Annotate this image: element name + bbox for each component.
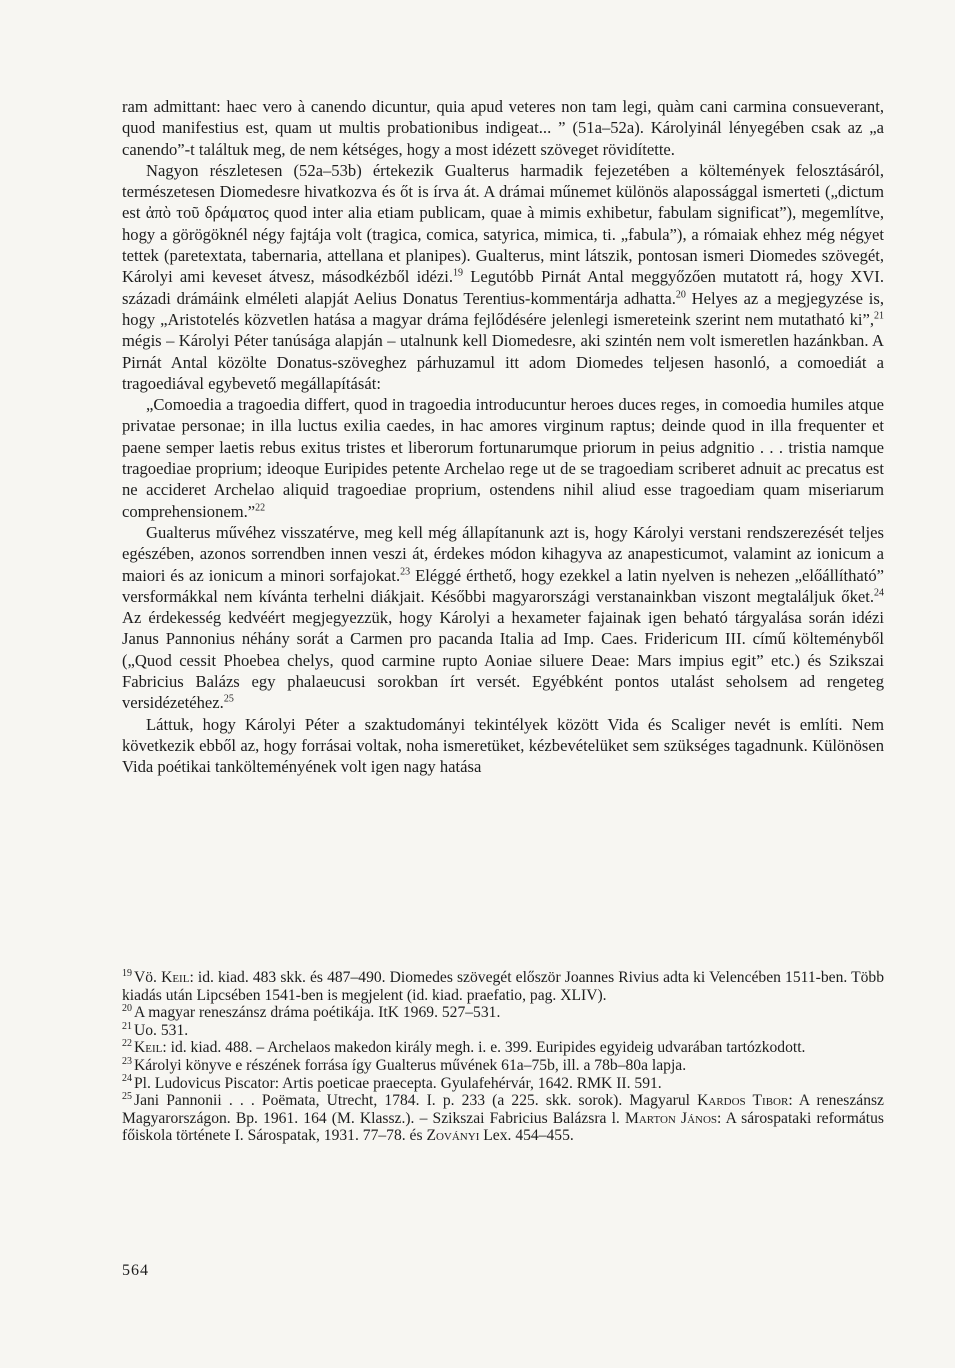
text-run: A magyar reneszánsz dráma poétikája. ItK 1969. 527–531. (134, 1004, 501, 1022)
footnote-ref: 19 (453, 267, 464, 279)
author-name: Keil (161, 969, 190, 986)
text-run: Uo. 531. (134, 1021, 189, 1039)
text-run: Láttuk, hogy Károlyi Péter a szaktudományi tekintélyek között Vida és Scaliger nevét is említi. Nem következik ebből az, hogy forrásai voltak, noha ismeretüket, kézbevételüket sem szükséges tagadnunk. Különösen Vida poétikai tankölteményének volt igen nagy hatása (122, 714, 884, 777)
text-run: sorfajokat. (324, 565, 401, 585)
footnote-23 (122, 1057, 884, 1075)
text-run: című költeményből („Quod cessit Phoebea chelys, quod carmine rupto Aoniae siluere Deae: Mars impius egit” etc.) és Szikszai Fabricius Balázs egy phalaeucusi sorokban írt versét. Egyébként pontos utalást seholsem ad rengeteg versidézetéhez. (122, 629, 884, 713)
paragraph-2 (122, 160, 884, 394)
footnote-ref: 23 (400, 566, 411, 577)
footnote-number: 22 (122, 1038, 132, 1050)
author-name: Kardos Tibor (697, 1092, 789, 1110)
text-run: Vö. (134, 969, 162, 986)
text-run: Helyes az a megjegyzése is, hogy „Aristotelés közvetlen hatása a magyar dráma fejlődésére jelenlegi ismereteink szerint nem mutatható ki”, (122, 288, 884, 329)
text-run: Károlyi könyve e részének forrása így Gualterus művének 61a–75b, ill. a 78b–80a lapja. (134, 1056, 687, 1074)
footnote-ref: 22 (255, 502, 266, 514)
text-run: quod inter alia etiam publicam, quae à mimis exhibetur, fabulam significat”), megemlítve, hogy a görögöknél négy fajtája volt (tragica, comica, satyrica, mimica, ti. „fabula”), a rómaiak ehhez még négyet tettek (paretextata, tabernaria, attellana et planipes). Gualterus, mint látszik, pontosan ismeri Diomedes szövegét, Károlyi ami keveset átvesz, másodkézből idézi. (122, 203, 884, 287)
text-run: : A reneszánsz Magyarországon. Bp. 1961. 164 (M. Klassz.). – Szikszai Fabricius Balázsra l. (122, 1092, 884, 1127)
italic-text: ἀπὸ τοῦ δράματος (145, 203, 269, 223)
page-number: 564 (122, 1262, 149, 1279)
footnote-number: 24 (122, 1073, 132, 1085)
text-run: ram admittant: haec vero à canendo dicuntur, quia apud veteres non tam legi, quàm cani carmina consueverant, quod manifestius est, quam ut multis probationibus indigeat... ” (51a–52a). Károlyinál lényegében csak az „a canendo”-t találtuk meg, de nem kétséges, hogy a most idézett szöveget rövidítette. (122, 97, 884, 159)
footnote-19 (122, 969, 884, 1004)
text-run: a (866, 352, 884, 372)
paragraph-1 (122, 96, 884, 160)
footnote-22 (122, 1039, 884, 1057)
author-name: Marton János (624, 1109, 718, 1127)
author-name: Zoványi (426, 1127, 480, 1145)
text-run: : A sárospataki református főiskola története I. Sárospatak, 1931. 77–78. és (122, 1109, 885, 1145)
footnote-24 (122, 1075, 884, 1093)
footnote-ref: 20 (675, 289, 686, 301)
paragraph-5 (122, 714, 884, 778)
text-run: mégis – Károlyi Péter tanúsága alapján – utalnunk kell Diomedesre, aki szintén nem volt ismeretlen hazánkban. A Pirnát Antal közölte Donatus-szöveghez párhuzamul itt adom Diomedes teljesen hasonló, a (122, 331, 884, 372)
footnote-ref: 21 (874, 310, 884, 322)
footnote-ref: 24 (874, 587, 884, 599)
text-run: Jani Pannonii . . . Poëmata, Utrecht, 1784. I. p. 233 (a 225. skk. sorok). Magyarul (134, 1092, 698, 1110)
text-run: Nagyon részletesen (52a–53b) értekezik Gualterus harmadik fejezetében a költemények felosztásáról, természetesen Diomedesre hivatkozva és őt is írva át. A drámai műnemet különös alapossággal ismerteti („dictum est (122, 160, 884, 223)
quotation-paragraph (122, 394, 884, 522)
text-run: Az érdekesség kedvéért megjegyezzük, hogy Károlyi a hexameter fajainak igen beható tárgyalása során idézi Janus Pannonius néhány sorát a (122, 608, 884, 649)
main-text (122, 96, 884, 778)
text-run: val egybevető megállapítását: (183, 373, 381, 393)
text-run: : id. kiad. 488. – Archelaos makedon király megh. i. e. 399. Euripides egyideig udvarában tartózkodott. (162, 1039, 806, 1057)
footnote-number: 20 (122, 1003, 132, 1014)
text-run: Lex. 454–455. (479, 1127, 574, 1145)
paragraph-4 (122, 522, 884, 714)
text-run: : id. kiad. 483 skk. és 487–490. Diomedes szövegét először Joannes Rivius adta ki Velencében 1511-ben. Több kiadás után Lipcsében 1541-ben is megjelent (id. kiad. praefatio, pag. XLIV). (122, 969, 884, 1004)
text-run: Gualterus művéhez visszatérve, meg kell még állapítanunk azt is, hogy Károlyi verstani rendszerezését teljes egészében, azonos sorrendben innen veszi át, érdekes módon kihagyva az (122, 522, 884, 564)
text-run: Legutóbb Pirnát Antal meggyőzően mutatott rá, hogy XVI. századi drámáink elméleti alapját Aelius Donatus Terentius-kommentárja adhatta. (122, 267, 884, 308)
italic-text: ionicum a minori (208, 565, 325, 585)
italic-text: Carmen pro pacanda Italia ad Imp. Caes. Fridericum III. (350, 629, 746, 649)
italic-text: ionicum a maiori (122, 544, 884, 585)
footnote-ref: 25 (223, 693, 234, 705)
italic-text: comoediát (797, 352, 867, 372)
footnote-number: 23 (122, 1055, 132, 1067)
footnote-25 (122, 1092, 884, 1145)
footnote-number: 19 (122, 967, 132, 979)
text-run: Eléggé érthető, hogy ezekkel a latin nyelven is nehezen „előállítható” versformákkal nem kívánta terhelni diákjait. Későbbi magyarországi verstanainkban viszont megtaláljuk őket. (122, 565, 884, 606)
footnote-number: 21 (122, 1020, 132, 1032)
footnote-20 (122, 1004, 884, 1022)
text-run: ot, valamint az (710, 544, 817, 564)
footnote-21 (122, 1022, 884, 1040)
text-run: és az (165, 565, 209, 585)
text-run: „Comoedia a tragoedia differt, quod in tragoedia introducuntur heroes duces reges, in comoedia humiles atque privatae personae; in illa luctus exilia caedes, in hac amores virginum raptus; deinde quod in illa frequenter et paene semper laetis rebus exitus tristes et liberorum fortunarumque priorum in peius adgnitio . . . tristia namque tragoediae proprium; ideoque Euripides petente Archelao rege ut de se tragoediam scriberet adnuit ac precatus est ne accideret Archelao aliquid tragoediae proprium, ostendens nihil aliud esse tragoediam quam miseriarum comprehensionem.” (122, 395, 884, 521)
italic-text: tragoediá (122, 373, 184, 393)
italic-text: anapesticum (627, 544, 711, 564)
text-run: Pl. Ludovicus Piscator: Artis poeticae praecepta. Gyulafehérvár, 1642. RMK II. 591. (134, 1074, 662, 1092)
author-name: Keil (134, 1039, 163, 1057)
footnotes (122, 969, 884, 1145)
footnote-number: 25 (122, 1090, 132, 1102)
